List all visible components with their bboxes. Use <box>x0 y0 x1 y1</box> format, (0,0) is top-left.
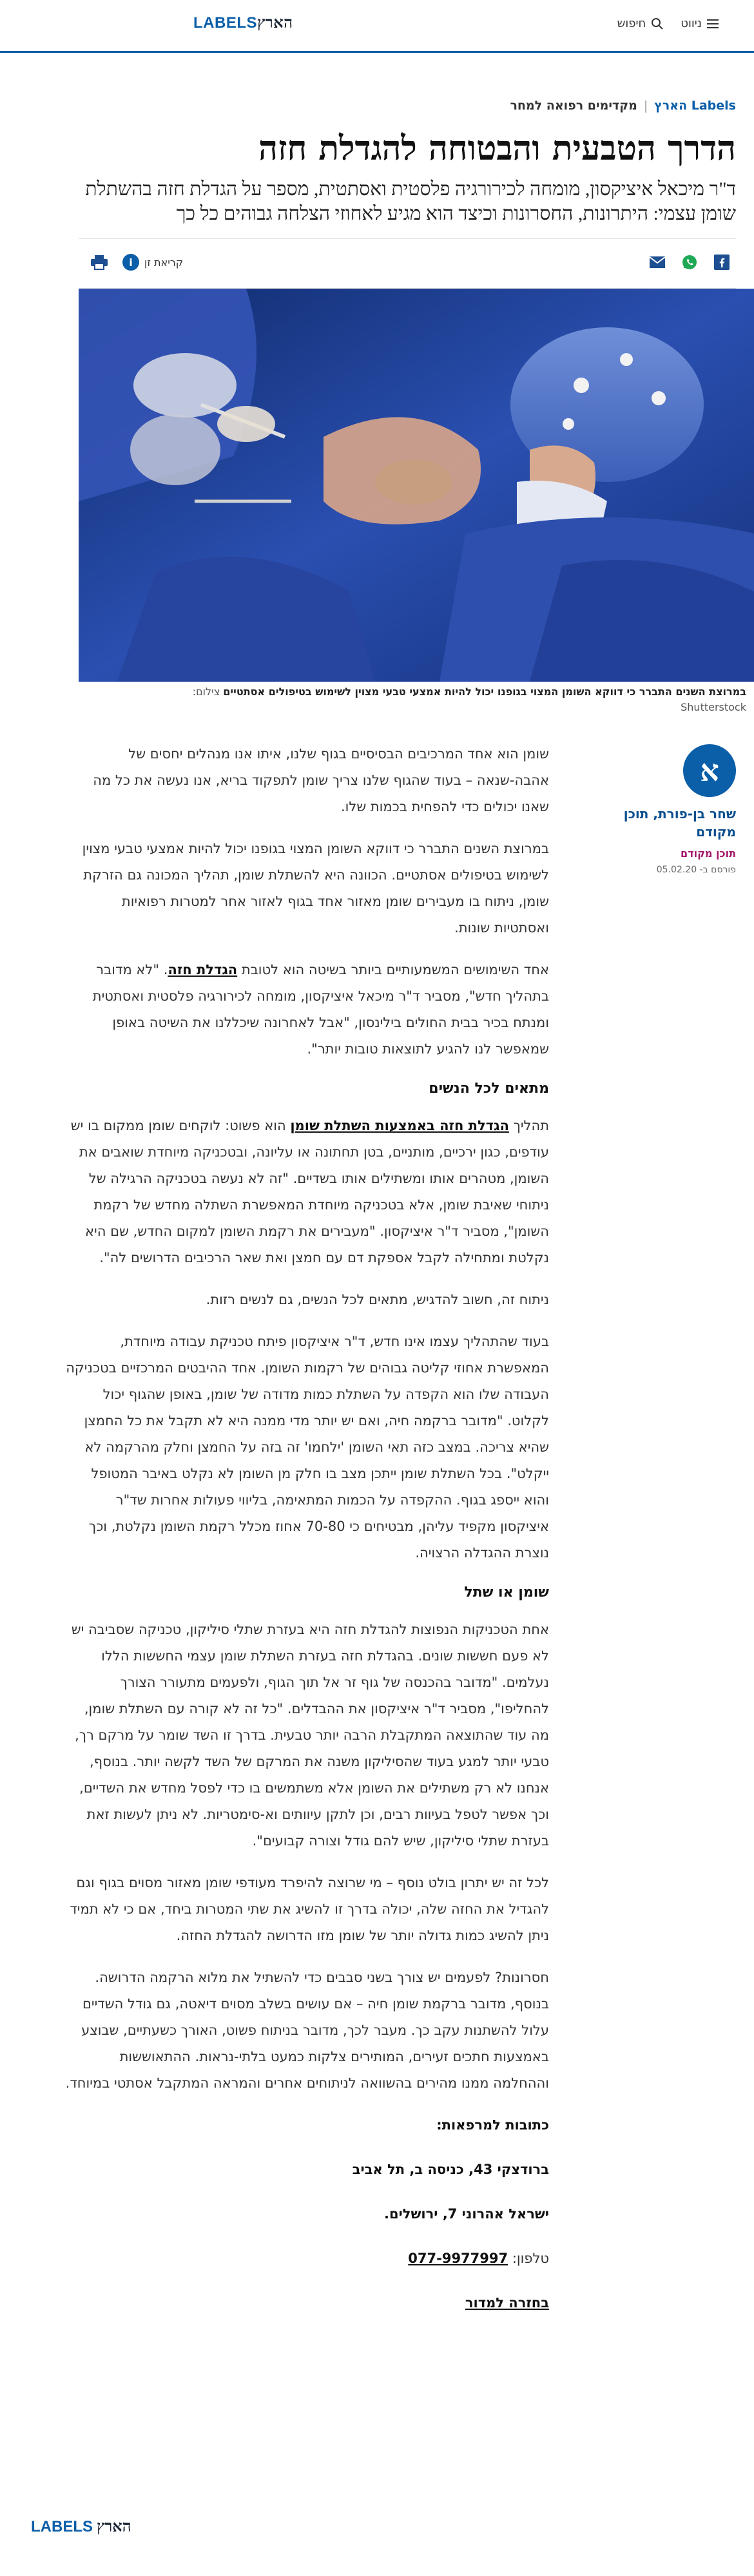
header-nav <box>617 17 719 30</box>
breadcrumb <box>510 99 736 113</box>
clinic-addresses <box>64 2112 549 2316</box>
author-block <box>620 744 736 875</box>
facebook-share-button[interactable] <box>713 253 731 271</box>
paragraph-9: חסרונות? לפעמים יש צורך בשני סבבים כדי להשתיל את מלוא הרקמה הדרושה. בנוסף, מדובר ברקמת שומן חיה – אם עושים בשלב מסוים דיאטה, גם גודל השדיים עלול להשתנות עקב כך. מעבר לכך, מדובר בניתוח פשוט, האורך כשעתיים, שבוצע באמצעות חתכים זעירים, המותירים צלקות כמעט בלתי-נראות. ההתאוששות וההחלמה ממנו מהירים בהשוואה לניתוחים אחרים והמראה המתקבל אסתטי במיוחד. <box>65 1970 549 2091</box>
fat-transfer-link[interactable]: הגדלת חזה באמצעות השתלת שומן <box>290 1118 509 1133</box>
surgery-photo <box>79 289 754 682</box>
mail-icon <box>649 256 666 269</box>
clinic-address-jerusalem: ישראל אהרוני 7, ירושלים. <box>383 2206 549 2222</box>
paragraph-3-end: . "לא מדובר בתהליך חדש", מסביר ד"ר מיכאל איציקסון, מומחה לכירורגיה פלסטית ואסתטית ומנתח בכיר בבית החולים בילינסון, "אבל לאחרונה שיכללנו את השיטה באופן שמאפשר לנו להגיע לתוצאות טובות יותר". <box>92 962 549 1057</box>
menu-label: ניווט <box>681 17 702 30</box>
paragraph-4-start: תהליך <box>508 1118 549 1133</box>
article-body <box>64 741 549 2334</box>
breadcrumb-subsection[interactable]: מקדימים רפואה למחר <box>510 99 637 113</box>
paragraph-5: ניתוח זה, חשוב להדגיש, מתאים לכל הנשים, גם לנשים רזות. <box>206 1292 549 1307</box>
hamburger-icon <box>707 19 719 28</box>
paragraph-7: אחת הטכניקות הנפוצות להגדלת חזה היא בעזרת שתלי סיליקון, טכניקה שסביבה יש לא פעם חששות שונים. בהגדלת חזה בעזרת השתלת שומן עצמי החששות הללו נעלמים. "מדובר בהכנסה של גוף זר אל תוך הגוף, ולפעמים מתעורר הצורך להחליפו", מסביר ד"ר איציקסון את ההבדלים. "כל זה לא קורה עם השתלת שומן, מה עוד שהתוצאה המתקבלת הרבה יותר טבעית. בדרך זו השד שומר על מרקם רך, טבעי יותר למגע בעוד שהסיליקון משנה את המרקם של השד לקשה יותר. בנוסף, אנחנו לא רק משתילים את השומן אלא משתמשים בו כדי לפסל מחדש את השדיים, וכך אפשר לטפל בעיוות רבים, וכן לתקן עיוותים וא-סימטריות. לא ניתן לעשות זאת בעזרת שתלי סיליקון, שיש להם גודל וצורה קבועים". <box>71 1622 549 1849</box>
breadcrumb-separator: | <box>643 99 648 113</box>
article-subtitle: ד"ר מיכאל איציקסון, מומחה לכירורגיה פלסטית ואסתטית, מספר על הגדלת חזה בהשתלת שומן עצמי: היתרונות, החסרונות וכיצד הוא מגיע לאחוזי הצלחה גבוהים כל כך <box>85 178 736 224</box>
publish-date: פורסם ב- 05.02.20 <box>656 865 736 875</box>
paragraph-6: בעוד שהתהליך עצמו אינו חדש, ד"ר איציקסון פיתח טכניקת עבודה מיוחדת, המאפשרת אחוזי קליטה גבוהים של רקמות השומן. אחד ההיבטים המרכזיים בטכניקה העבודה שלו הוא הקפדה על השתלת כמות מדודה של שומן, באופן שהגוף יכול לקלוט. "מדובר ברקמה חיה, ואם יש יותר מדי ממנה היא לא תקבל את כל החמצן שהיא צריכה. במצב כזה תאי השומן 'ילחמו' זה בזה על החמצן וחלק מהרקמה לא ייקלט". בכל השתלת שומן ייתכן מצב בו חלק מן השומן לא נקלט באיבר המטופל והוא ייספג בגוף. ההקפדה על הכמות המתאימה, בליווי פעולות אחרות שד"ר איציקסון מקפיד עליהן, מבטיחים כי 70-80 אחוז מכלל רקמת השומן נקלטת, וכך נוצרת ההגדלה הרצויה. <box>66 1334 549 1561</box>
heading-fat-or-implant: שומן או שתל <box>464 1584 549 1600</box>
site-logo[interactable] <box>193 14 297 32</box>
article-tools <box>90 253 183 271</box>
footer-logo-haaretz: הארץ <box>97 2519 131 2535</box>
share-buttons <box>648 253 731 271</box>
paragraph-4 <box>64 1113 549 1271</box>
phone-link[interactable]: 077-9977997 <box>408 2251 508 2266</box>
breadcrumb-section[interactable]: Labels הארץ <box>654 99 736 113</box>
paragraph-2: במרוצת השנים התברר כי דווקא השומן המצוי בגופנו יכול להיות אמצעי טבעי מצוין לשימוש בטיפולים אסתטיים. הכוונה היא להשתלת שומן, תהליך המכונה גם הזרקת שומן, ניתוח בו מעבירים שומן מאזור אחד בגוף לאזור אחר למטרות רפואיות ואסתטיות שונות. <box>82 841 549 936</box>
logo-haaretz-text: הארץ <box>257 15 293 32</box>
paragraph-3-start: אחד השימושים המשמעותיים ביותר בשיטה הוא לטובת <box>237 962 549 977</box>
author-avatar[interactable]: א <box>683 744 736 797</box>
image-caption <box>0 684 746 715</box>
search-button[interactable] <box>617 17 664 30</box>
listen-label: קריאת זן <box>144 256 184 269</box>
clinic-address-tel-aviv: ברודצקי 43, כניסה ב, תל אביב <box>352 2162 549 2177</box>
paragraph-4-end: הוא פשוט: לוקחים שומן ממקום בו יש עודפים, כגון ירכיים, מותניים, בטן תחתונה או עליונה, ובטכניקה מיוחדת שואבים את השומן, מטהרים אותו ומשתילים אותו בשדיים. "זה לא נעשה בטכניקה הרגילה של ניתוחי שאיבת שומן, אלא בטכניקה מיוחדת המאפשרת השתלה מחדש של רקמת השומן", מסביר ד"ר איציקסון. "מעבירים את רקמת השומן למקום החדש, שם היא נקלטת ומתחילה לקבל אספקת דם עם חמצן ואת שאר הרכיבים הדרושים לה". <box>70 1118 549 1265</box>
article-title: הדרך הטבעית והבטוחה להגדלת חזה <box>258 129 736 168</box>
back-line <box>64 2290 549 2316</box>
breast-augmentation-link[interactable]: הגדלת חזה <box>168 962 238 977</box>
whatsapp-share-button[interactable] <box>681 253 699 271</box>
search-label: חיפוש <box>617 17 646 30</box>
article-hero-image <box>79 289 754 682</box>
phone-line <box>64 2245 549 2272</box>
info-icon: i <box>122 254 139 271</box>
footer-logo[interactable] <box>31 2518 131 2536</box>
author-name[interactable]: שחר בן-פורת, תוכן מקודם <box>623 806 736 840</box>
logo-labels-text: LABELS <box>193 14 257 32</box>
heading-all-women: מתאים לכל הנשים <box>429 1081 549 1097</box>
search-icon <box>651 17 664 30</box>
print-icon <box>90 255 108 270</box>
print-button[interactable] <box>90 253 108 271</box>
email-share-button[interactable] <box>648 253 666 271</box>
facebook-icon <box>714 255 730 270</box>
paragraph-1: שומן הוא אחד המרכיבים הבסיסיים בגוף שלנו, איתו אנו מנהלים יחסים של אהבה-שנאה – בעוד שהגוף שלנו צריך שומן לתפקוד בריא, אנו נעשה את כל מה שאנו יכולים כדי להפחית בכמות שלו. <box>93 746 549 814</box>
promoted-content-tag: תוכן מקודם <box>681 847 736 860</box>
caption-credit: Shutterstock <box>681 701 746 713</box>
footer-logo-labels: LABELS <box>31 2518 93 2535</box>
clinics-title: כתובות למרפאות: <box>436 2117 549 2133</box>
phone-label: טלפון: <box>512 2251 549 2266</box>
top-bar <box>0 0 754 53</box>
share-bar <box>79 238 736 289</box>
caption-text: במרוצת השנים התברר כי דווקא השומן המצוי בגופנו יכול להיות אמצעי טבעי מצוין לשימוש בטיפולים אסתטיים <box>223 686 746 698</box>
paragraph-3 <box>64 957 549 1062</box>
back-to-section-link[interactable]: בחזרה למדור <box>465 2295 549 2311</box>
whatsapp-icon <box>681 254 698 271</box>
caption-credit-label: צילום: <box>192 686 220 698</box>
menu-button[interactable] <box>681 17 719 30</box>
listen-button[interactable] <box>122 254 183 271</box>
paragraph-8: לכל זה יש יתרון בולט נוסף – מי שרוצה להיפרד מעודפי שומן מאזור מסוים בגוף וגם להגדיל את החזה שלה, יכולה בדרך זו להשיג את שתי המטרות ביחד, אם כי לא תמיד ניתן להשיג כמות גדולה יותר של שומן מזו הדרושה להגדלת החזה. <box>70 1875 549 1943</box>
